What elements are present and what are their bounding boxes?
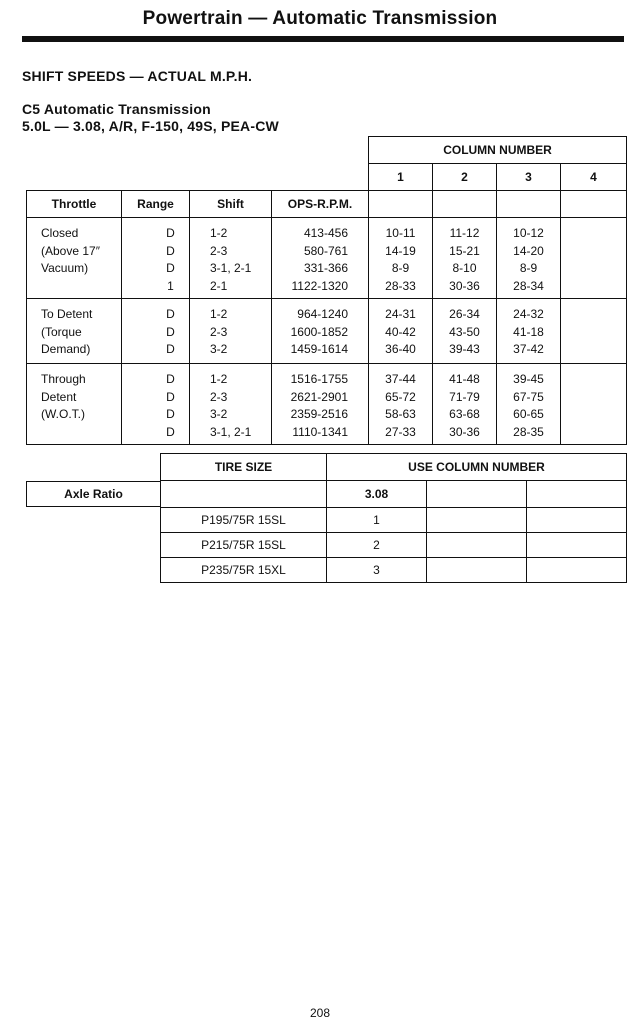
cell-line: 36-40: [385, 342, 416, 356]
cell-line: (W.O.T.): [41, 407, 85, 421]
cell-line: 3-2: [210, 342, 228, 356]
cell-line: 3-2: [210, 407, 228, 421]
column-number-1: 1: [369, 164, 433, 191]
cell-line: (Torque: [41, 324, 82, 339]
axle-ratio-value: 3.08: [327, 481, 427, 508]
column-3-cell: [497, 218, 561, 299]
tire-size-cell: P195/75R 15SL: [161, 508, 327, 533]
column-4-cell: [561, 218, 627, 299]
cell-line: (Above 17″: [41, 243, 100, 258]
cell-line: 63-68: [449, 407, 480, 421]
cell-line: 37-42: [513, 342, 544, 356]
cell-line: 60-65: [513, 407, 544, 421]
shift-cell: [190, 364, 272, 445]
cell-line: D: [166, 424, 175, 439]
cell-line: Detent: [41, 389, 77, 404]
cell-line: Demand): [41, 342, 91, 356]
cell-line: 1459-1614: [290, 342, 348, 356]
column-4-cell: [561, 299, 627, 364]
shift-cell: [190, 299, 272, 364]
cell-line: 28-35: [513, 424, 544, 439]
column-2-cell: [433, 364, 497, 445]
range-cell: [122, 364, 190, 445]
cell-line: 2-3: [210, 389, 228, 404]
cell-line: 1600-1852: [290, 324, 348, 339]
column-1-cell: [369, 364, 433, 445]
table-row: [161, 558, 627, 583]
cell-line: To Detent: [41, 307, 93, 321]
cell-line: 24-32: [513, 307, 544, 321]
throttle-cell: [27, 364, 122, 445]
cell-line: 2359-2516: [290, 407, 348, 421]
use-column-cell: [427, 558, 527, 583]
column-1-cell: [369, 299, 433, 364]
cell-line: 67-75: [513, 389, 544, 404]
section-heading: SHIFT SPEEDS — ACTUAL M.P.H.: [22, 68, 253, 84]
cell-line: Through: [41, 372, 86, 386]
cell-line: 1: [167, 278, 174, 293]
tire-size-cell: P215/75R 15SL: [161, 533, 327, 558]
cell-line: 1516-1755: [290, 372, 348, 386]
cell-line: 39-45: [513, 372, 544, 386]
page-title: Powertrain — Automatic Transmission: [142, 8, 498, 29]
table-row: [161, 533, 627, 558]
cell-line: 27-33: [385, 424, 416, 439]
cell-line: 2621-2901: [290, 389, 348, 404]
cell-line: Closed: [41, 226, 79, 240]
column-2-cell: [433, 218, 497, 299]
column-number-2: 2: [433, 164, 497, 191]
cell-line: 37-44: [385, 372, 416, 386]
axle-ratio-value: [527, 481, 627, 508]
cell-line: D: [166, 407, 175, 421]
cell-line: 1-2: [210, 372, 228, 386]
column-number-4: 4: [561, 164, 627, 191]
shift-cell: [190, 218, 272, 299]
cell-line: 2-3: [210, 243, 228, 258]
cell-line: D: [166, 261, 175, 275]
cell-line: 26-34: [449, 307, 480, 321]
cell-line: D: [166, 243, 175, 258]
cell-line: 41-48: [449, 372, 480, 386]
cell-line: 14-19: [385, 243, 416, 258]
cell-line: 11-12: [449, 226, 480, 240]
cell-line: D: [166, 342, 175, 356]
axle-ratio-label: Axle Ratio: [26, 481, 160, 507]
range-cell: [122, 218, 190, 299]
cell-line: 413-456: [303, 226, 348, 240]
title-rule: [22, 36, 624, 42]
use-column-cell: 1: [327, 508, 427, 533]
tire-size-cell: P235/75R 15XL: [161, 558, 327, 583]
table-row: [161, 508, 627, 533]
cell-line: 41-18: [513, 324, 544, 339]
use-column-header: USE COLUMN NUMBER: [327, 454, 627, 481]
use-column-cell: [527, 533, 627, 558]
cell-line: 39-43: [449, 342, 480, 356]
cell-line: 8-10: [452, 261, 477, 275]
range-cell: [122, 299, 190, 364]
cell-line: 43-50: [449, 324, 480, 339]
cell-line: 964-1240: [297, 307, 348, 321]
cell-line: 3-1, 2-1: [210, 424, 252, 439]
cell-line: 10-11: [385, 226, 416, 240]
tire-size-table: [160, 453, 627, 583]
cell-line: D: [166, 226, 175, 240]
use-column-cell: [527, 558, 627, 583]
cell-line: Vacuum): [41, 261, 89, 275]
use-column-cell: 3: [327, 558, 427, 583]
use-column-cell: [427, 533, 527, 558]
cell-line: 8-9: [391, 261, 410, 275]
cell-line: 2-3: [210, 324, 228, 339]
cell-line: 8-9: [519, 261, 538, 275]
shift-table-body: [27, 218, 627, 445]
throttle-cell: [27, 218, 122, 299]
page-number: 208: [309, 1006, 331, 1020]
cell-line: 3-1, 2-1: [210, 261, 252, 275]
cell-line: 65-72: [385, 389, 416, 404]
cell-line: D: [166, 372, 175, 386]
column-2-cell: [433, 299, 497, 364]
cell-line: 1-2: [210, 307, 228, 321]
cell-line: 40-42: [385, 324, 416, 339]
column-3-cell: [497, 364, 561, 445]
cell-line: 1122-1320: [291, 278, 348, 293]
column-4-cell: [561, 364, 627, 445]
cell-line: 24-31: [385, 307, 416, 321]
cell-line: 28-33: [385, 278, 416, 293]
shift-header: Shift: [190, 191, 272, 218]
cell-line: 30-36: [449, 424, 480, 439]
use-column-cell: 2: [327, 533, 427, 558]
use-column-cell: [527, 508, 627, 533]
cell-line: 2-1: [210, 278, 228, 293]
throttle-header: Throttle: [27, 191, 122, 218]
cell-line: 14-20: [513, 243, 544, 258]
column-number-header: COLUMN NUMBER: [369, 137, 627, 164]
tire-table-body: [161, 508, 627, 583]
cell-line: 58-63: [385, 407, 416, 421]
table-row: [27, 364, 627, 445]
tire-size-header: TIRE SIZE: [161, 454, 327, 481]
transmission-heading: C5 Automatic Transmission: [22, 101, 211, 117]
rpm-header: OPS-R.P.M.: [272, 191, 369, 218]
cell-line: D: [166, 324, 175, 339]
column-3-cell: [497, 299, 561, 364]
range-header: Range: [122, 191, 190, 218]
cell-line: 30-36: [449, 278, 480, 293]
rpm-cell: [272, 218, 369, 299]
cell-line: D: [166, 389, 175, 404]
table-row: [27, 299, 627, 364]
rpm-cell: [272, 299, 369, 364]
rpm-cell: [272, 364, 369, 445]
table-row: [27, 218, 627, 299]
cell-line: 1110-1341: [292, 424, 348, 439]
axle-ratio-value: [427, 481, 527, 508]
shift-speeds-table: [26, 136, 627, 445]
column-number-3: 3: [497, 164, 561, 191]
throttle-cell: [27, 299, 122, 364]
cell-line: D: [166, 307, 175, 321]
cell-line: 71-79: [449, 389, 480, 404]
cell-line: 331-366: [303, 261, 348, 275]
use-column-cell: [427, 508, 527, 533]
cell-line: 580-761: [303, 243, 348, 258]
column-1-cell: [369, 218, 433, 299]
cell-line: 15-21: [449, 243, 480, 258]
cell-line: 10-12: [513, 226, 544, 240]
engine-heading: 5.0L — 3.08, A/R, F-150, 49S, PEA-CW: [22, 118, 279, 134]
cell-line: 1-2: [210, 226, 228, 240]
cell-line: 28-34: [513, 278, 544, 293]
